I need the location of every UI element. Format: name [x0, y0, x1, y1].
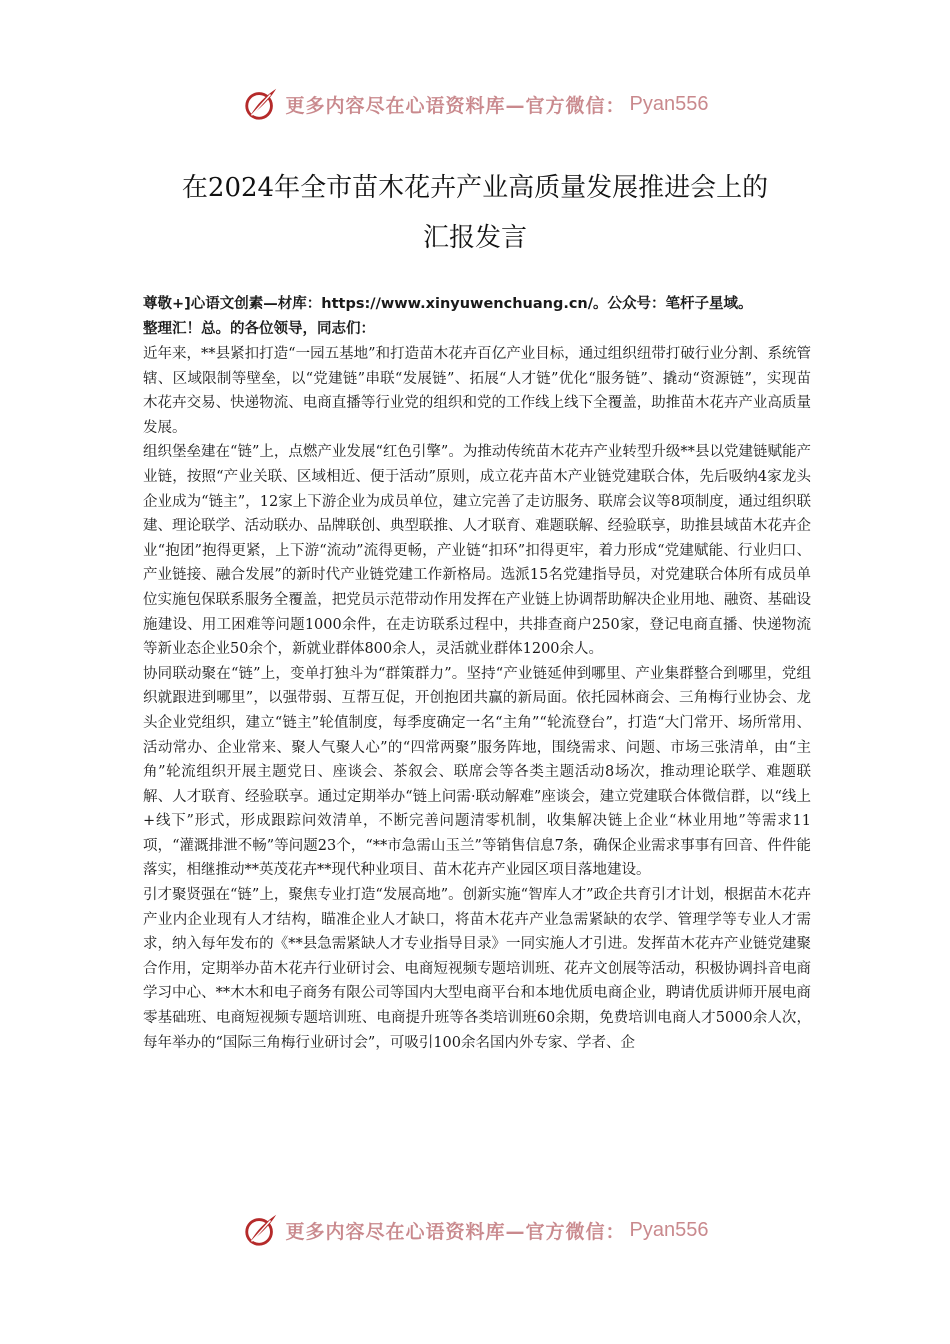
quill-logo-icon: [242, 85, 280, 123]
paragraph-2: 组织堡垒建在“链”上，点燃产业发展“红色引擎”。为推动传统苗木花卉产业转型升级**县以党建链赋能产业链，按照“产业关联、区域相近、便于活动”原则，成立花卉苗木产业链党建联合体，先后吸纳4家龙头企业成为“链主”，12家上下游企业为成员单位，建立完善了走访服务、联席会议等8项制度，通过组织联建、理论联学、活动联办、品牌联创、典型联推、人才联育、难题联解、经验联享，助推县域苗木花卉企业“抱团”抱得更紧，上下游“流动”流得更畅，产业链“扣环”扣得更牢，着力形成“党建赋能、行业归口、产业链接、融合发展”的新时代产业链党建工作新格局。选派15名党建指导员，对党建联合体所有成员单位实施包保联系服务全覆盖，把党员示范带动作用发挥在产业链上协调帮助解决企业用地、融资、基础设施建设、用工困难等问题1000余件，在走访联系过程中，共排查商户250家，登记电商直播、快递物流等新业态企业50余个，新就业群体800余人，灵活就业群体1200余人。: [143, 444, 811, 658]
paragraph-1: 近年来，**县紧扣打造“一园五基地”和打造苗木花卉百亿产业目标，通过组织纽带打破行业分割、系统管辖、区域限制等壁垒，以“党建链”串联“发展链”、拓展“人才链”优化“服务链”、撬动“资源链”，实现苗木花卉交易、快递物流、电商直播等行业党的组织和党的工作线上线下全覆盖，助推苗木花卉产业高质量发展。: [143, 346, 811, 436]
document-title: [120, 163, 830, 263]
intro-line-1: 尊敬+]心语文创素—材库：https://www.xinyuwenchuang.cn/。公众号：笔杆子星域。: [143, 296, 753, 312]
paragraph-3: 协同联动聚在“链”上，变单打独斗为“群策群力”。坚持“产业链延伸到哪里、产业集群整合到哪里，党组织就跟进到哪里”，以强带弱、互帮互促，开创抱团共赢的新局面。依托园林商会、三角梅行业协会、龙头企业党组织，建立“链主”轮值制度，每季度确定一名“主角”“轮流登台”，打造“大门常开、场所常用、活动常办、企业常来、聚人气聚人心”的“四常两聚”服务阵地，围绕需求、问题、市场三张清单，由“主角”轮流组织开展主题党日、座谈会、茶叙会、联席会等各类主题活动8场次，推动理论联学、难题联解、人才联育、经验联享。通过定期举办“链上问需·联动解难”座谈会，建立党建联合体微信群，以“线上+线下”形式，形成跟踪问效清单，不断完善问题清零机制，收集解决链上企业“林业用地”等需求11项，“灌溉排泄不畅”等问题23个，“**市急需山玉兰”等销售信息7条，确保企业需求事事有回音、件件能落实，相继推动**英茂花卉**现代种业项目、苗木花卉产业园区项目落地建设。: [143, 665, 811, 879]
title-line-2: 汇报发言: [422, 223, 527, 254]
banner-wechat-id: Pyan556: [629, 92, 709, 115]
paragraph-4: 引才聚贤强在“链”上，聚焦专业打造“发展高地”。创新实施“智库人才”政企共育引才计划，根据苗木花卉产业内企业现有人才结构，瞄准企业人才缺口，将苗木花卉产业急需紧缺的农学、管理学等专业人才需求，纳入每年发布的《**县急需紧缺人才专业指导目录》一同实施人才引进。发挥苗木花卉产业链党建聚合作用，定期举办苗木花卉行业研讨会、电商短视频专题培训班、花卉文创展等活动，积极协调抖音电商学习中心、**木木和电子商务有限公司等国内大型电商平台和本地优质电商企业，聘请优质讲师开展电商零基础班、电商短视频专题培训班、电商提升班等各类培训班60余期，免费培训电商人才5000余人次，每年举办的“国际三角梅行业研讨会”，可吸引100余名国内外专家、学者、企: [143, 887, 811, 1051]
quill-logo-icon: [242, 1211, 280, 1249]
banner-slogan: 更多内容尽在心语资料库—官方微信：: [285, 94, 626, 117]
intro-line-2: 整理汇！总。的各位领导，同志们：: [143, 321, 375, 337]
watermark-banner-bottom: [0, 1208, 950, 1252]
banner-slogan: 更多内容尽在心语资料库—官方微信：: [285, 1220, 626, 1243]
title-line-1: 在2024年全市苗木花卉产业高质量发展推进会上的: [181, 173, 769, 204]
banner-wechat-id: Pyan556: [629, 1218, 709, 1241]
document-body: [143, 292, 811, 1055]
watermark-banner-top: [0, 82, 950, 126]
